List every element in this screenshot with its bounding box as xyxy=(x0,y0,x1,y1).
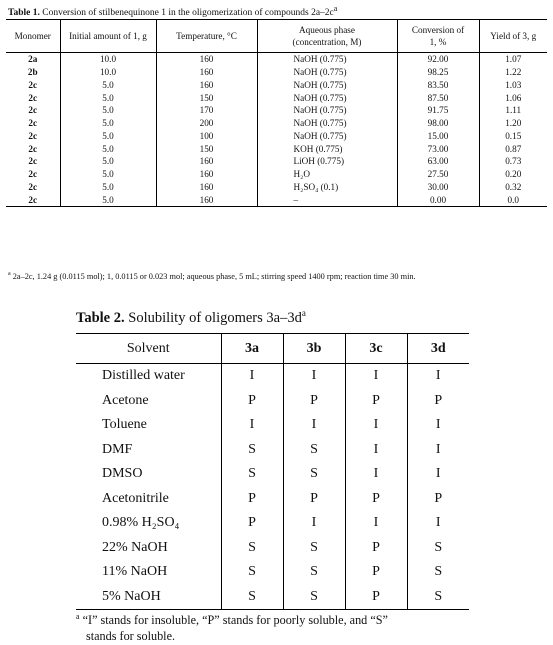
table1-label: Table 1. xyxy=(8,8,40,19)
table1-cell-temperature: 160 xyxy=(156,168,257,181)
table2-cell-3b: S xyxy=(283,462,345,487)
table2-cell-3a: S xyxy=(221,585,283,610)
table2-cell-3c: P xyxy=(345,585,407,610)
table1-header-initial-amount: Initial amount of 1, g xyxy=(60,20,156,53)
table2-row xyxy=(76,487,469,512)
table2-cell-solvent: 0.98% H₂SO₄ xyxy=(102,515,180,531)
table2-cell-3d: I xyxy=(407,438,469,463)
table1-cell-aqueous-phase: NaOH (0.775) xyxy=(257,117,397,130)
table2-cell-3b: S xyxy=(283,560,345,585)
table2-header-solvent: Solvent xyxy=(76,334,221,364)
table2-cell-3d: P xyxy=(407,487,469,512)
table1-cell-aqueous-phase: NaOH (0.775) xyxy=(257,104,397,117)
table2-row xyxy=(76,438,469,463)
table2-cell-3a: S xyxy=(221,438,283,463)
table1-cell-aqueous-phase: NaOH (0.775) xyxy=(257,53,397,66)
table1-row xyxy=(6,104,547,117)
table2-footnote xyxy=(76,609,476,644)
table2-cell-3d: S xyxy=(407,560,469,585)
table1-row xyxy=(6,79,547,92)
table1-cell-yield: 0.15 xyxy=(479,130,547,143)
table1-cell-yield: 0.73 xyxy=(479,155,547,168)
table1-cell-conversion: 91.75 xyxy=(397,104,479,117)
table1-cell-temperature: 170 xyxy=(156,104,257,117)
table2-row xyxy=(76,536,469,561)
table1-row xyxy=(6,193,547,206)
table2-cell-solvent: Distilled water xyxy=(102,368,185,384)
table1-caption-text: Conversion of stilbenequinone 1 in the oligomerization of compounds 2a–2c xyxy=(39,8,334,19)
table1-cell-yield: 1.03 xyxy=(479,79,547,92)
table1-cell-initial-amount: 10.0 xyxy=(60,66,156,79)
table1-cell-aqueous-phase: NaOH (0.775) xyxy=(257,91,397,104)
table1-header-row xyxy=(6,20,547,53)
table1-cell-yield: 0.0 xyxy=(479,193,547,206)
table2-caption-text: Solubility of oligomers 3a–3d xyxy=(124,309,302,326)
table1-cell-aqueous-phase: NaOH (0.775) xyxy=(257,66,397,79)
table1-cell-temperature: 160 xyxy=(156,53,257,66)
table1-cell-initial-amount: 5.0 xyxy=(60,79,156,92)
table1-cell-initial-amount: 5.0 xyxy=(60,181,156,194)
table2-cell-3c: I xyxy=(345,462,407,487)
table1-cell-temperature: 100 xyxy=(156,130,257,143)
table2-header-3a: 3a xyxy=(221,334,283,364)
table2-cell-3c: I xyxy=(345,438,407,463)
table2-cell-3b: S xyxy=(283,438,345,463)
table2-cell-solvent: 11% NaOH xyxy=(102,564,168,580)
table2-cell-3d: S xyxy=(407,585,469,610)
table1-cell-yield: 0.20 xyxy=(479,168,547,181)
table2-cell-3a: P xyxy=(221,389,283,414)
table2-header-3d: 3d xyxy=(407,334,469,364)
table1-cell-yield: 0.32 xyxy=(479,181,547,194)
table2-cell-3d: I xyxy=(407,413,469,438)
table1-cell-monomer: 2c xyxy=(28,169,38,180)
table2-row xyxy=(76,511,469,536)
table2-cell-solvent: 22% NaOH xyxy=(102,539,168,555)
table2-footnote-line1: “I” stands for insoluble, “P” stands for poorly soluble, and “S” xyxy=(79,613,388,628)
table1-cell-monomer: 2c xyxy=(28,105,38,116)
table2-cell-3d: P xyxy=(407,389,469,414)
table1-header-monomer: Monomer xyxy=(6,20,60,53)
table2-cell-3b: P xyxy=(283,389,345,414)
table1-cell-conversion: 27.50 xyxy=(397,168,479,181)
table2-cell-3b: I xyxy=(283,364,345,389)
table1-cell-initial-amount: 5.0 xyxy=(60,142,156,155)
table2-cell-3d: I xyxy=(407,511,469,536)
table1-cell-monomer: 2a xyxy=(28,54,38,65)
table1-cell-temperature: 160 xyxy=(156,193,257,206)
table2-row xyxy=(76,585,469,610)
table2-cell-3a: I xyxy=(221,413,283,438)
table1-cell-conversion: 30.00 xyxy=(397,181,479,194)
table2-label: Table 2. xyxy=(76,309,125,326)
table2-row xyxy=(76,364,469,389)
table1-row xyxy=(6,91,547,104)
table2-row xyxy=(76,389,469,414)
table1-cell-initial-amount: 10.0 xyxy=(60,53,156,66)
table1-cell-conversion: 87.50 xyxy=(397,91,479,104)
table2-cell-3a: P xyxy=(221,511,283,536)
table2-cell-3d: I xyxy=(407,364,469,389)
table1-header-conversion: Conversion of 1, % xyxy=(397,20,479,53)
table2-header-row xyxy=(76,334,469,364)
table1-cell-initial-amount: 5.0 xyxy=(60,130,156,143)
table1-cell-initial-amount: 5.0 xyxy=(60,117,156,130)
table1-cell-initial-amount: 5.0 xyxy=(60,91,156,104)
table1-cell-monomer: 2c xyxy=(28,143,38,154)
table1-cell-monomer: 2c xyxy=(28,92,38,103)
table2-cell-3c: P xyxy=(345,389,407,414)
table1-row xyxy=(6,53,547,66)
table1-cell-temperature: 200 xyxy=(156,117,257,130)
table1-cell-yield: 0.87 xyxy=(479,142,547,155)
table1-cell-monomer: 2c xyxy=(28,181,38,192)
table1-cell-temperature: 150 xyxy=(156,91,257,104)
table1-header-aqueous-phase: Aqueous phase (concentration, M) xyxy=(257,20,397,53)
table1-cell-initial-amount: 5.0 xyxy=(60,104,156,117)
table2-cell-3c: P xyxy=(345,487,407,512)
table1-cell-yield: 1.11 xyxy=(479,104,547,117)
table1-cell-conversion: 98.25 xyxy=(397,66,479,79)
table1-cell-yield: 1.22 xyxy=(479,66,547,79)
table1-cell-aqueous-phase: – xyxy=(257,193,397,206)
table1-row xyxy=(6,117,547,130)
table2-cell-solvent: DMF xyxy=(102,441,133,457)
table1-footnote-marker: a xyxy=(8,271,11,277)
table1-cell-conversion: 92.00 xyxy=(397,53,479,66)
table1-header-temperature: Temperature, °C xyxy=(156,20,257,53)
table1-cell-aqueous-phase: LiOH (0.775) xyxy=(257,155,397,168)
table2-cell-3d: I xyxy=(407,462,469,487)
table2-header-3b: 3b xyxy=(283,334,345,364)
table1-row xyxy=(6,130,547,143)
table1-caption-sup: a xyxy=(333,4,338,13)
table1-cell-aqueous-phase: NaOH (0.775) xyxy=(257,79,397,92)
table1-row xyxy=(6,181,547,194)
table1-cell-aqueous-phase: NaOH (0.775) xyxy=(257,130,397,143)
table1-cell-conversion: 15.00 xyxy=(397,130,479,143)
table1-footnote xyxy=(8,271,416,281)
table1-cell-conversion: 73.00 xyxy=(397,142,479,155)
table1-row xyxy=(6,155,547,168)
table2-cell-3b: S xyxy=(283,536,345,561)
table1-cell-monomer: 2c xyxy=(28,156,38,167)
table1-cell-monomer: 2c xyxy=(28,79,38,90)
table2-cell-3b: S xyxy=(283,585,345,610)
table1-row xyxy=(6,142,547,155)
table2-cell-3c: I xyxy=(345,413,407,438)
table2-cell-3a: S xyxy=(221,560,283,585)
table2-cell-3b: P xyxy=(283,487,345,512)
table1-cell-yield: 1.07 xyxy=(479,53,547,66)
table1-cell-yield: 1.20 xyxy=(479,117,547,130)
table1-row xyxy=(6,66,547,79)
table1-cell-monomer: 2c xyxy=(28,130,38,141)
table2-cell-solvent: Acetonitrile xyxy=(102,490,169,506)
table1-cell-conversion: 83.50 xyxy=(397,79,479,92)
table2-cell-3c: I xyxy=(345,364,407,389)
table2-cell-3a: P xyxy=(221,487,283,512)
table2-cell-3b: I xyxy=(283,511,345,536)
table2-row xyxy=(76,462,469,487)
table2-cell-3c: I xyxy=(345,511,407,536)
table2-caption xyxy=(76,308,306,327)
table2-cell-3a: S xyxy=(221,462,283,487)
table1-cell-aqueous-phase: H₂O xyxy=(257,168,397,181)
table1-cell-monomer: 2b xyxy=(27,67,38,78)
table1-cell-temperature: 160 xyxy=(156,155,257,168)
table1-cell-temperature: 150 xyxy=(156,142,257,155)
table2-caption-sup: a xyxy=(301,308,306,318)
table1-cell-initial-amount: 5.0 xyxy=(60,193,156,206)
table1-cell-temperature: 160 xyxy=(156,66,257,79)
table1-cell-initial-amount: 5.0 xyxy=(60,168,156,181)
table2-footnote-marker: a xyxy=(76,612,80,621)
table2-row xyxy=(76,560,469,585)
table1-caption xyxy=(8,3,337,19)
table2-cell-solvent: Toluene xyxy=(102,417,147,433)
table2-cell-solvent: DMSO xyxy=(102,466,143,482)
table2-cell-3a: S xyxy=(221,536,283,561)
table1-row xyxy=(6,168,547,181)
table1-cell-monomer: 2c xyxy=(6,193,60,206)
table1-cell-temperature: 160 xyxy=(156,181,257,194)
table2-row xyxy=(76,413,469,438)
table1-cell-conversion: 63.00 xyxy=(397,155,479,168)
table1 xyxy=(6,19,547,207)
table1-cell-aqueous-phase: KOH (0.775) xyxy=(257,142,397,155)
table1-cell-aqueous-phase: H₂SO₄ (0.1) xyxy=(257,181,397,194)
table1-cell-conversion: 98.00 xyxy=(397,117,479,130)
table2-header-3c: 3c xyxy=(345,334,407,364)
table1-header-yield: Yield of 3, g xyxy=(479,20,547,53)
table1-cell-monomer: 2c xyxy=(28,118,38,129)
table1-cell-yield: 1.06 xyxy=(479,91,547,104)
table2-cell-3a: I xyxy=(221,364,283,389)
table2-cell-3b: I xyxy=(283,413,345,438)
table2-cell-solvent: Acetone xyxy=(102,392,149,408)
table2-footnote-line2: stands for soluble. xyxy=(86,629,176,644)
table2-cell-3c: P xyxy=(345,560,407,585)
table2-cell-3d: S xyxy=(407,536,469,561)
table1-cell-conversion: 0.00 xyxy=(397,193,479,206)
table2-cell-3c: P xyxy=(345,536,407,561)
table1-footnote-text: 2a–2c, 1.24 g (0.0115 mol); 1, 0.0115 or 0.023 mol; aqueous phase, 5 mL; stirring speed 1400 rpm; reaction time 30 min. xyxy=(10,271,416,281)
table2-cell-solvent: 5% NaOH xyxy=(76,585,221,610)
table1-cell-temperature: 160 xyxy=(156,79,257,92)
table2 xyxy=(76,333,469,610)
table1-cell-initial-amount: 5.0 xyxy=(60,155,156,168)
